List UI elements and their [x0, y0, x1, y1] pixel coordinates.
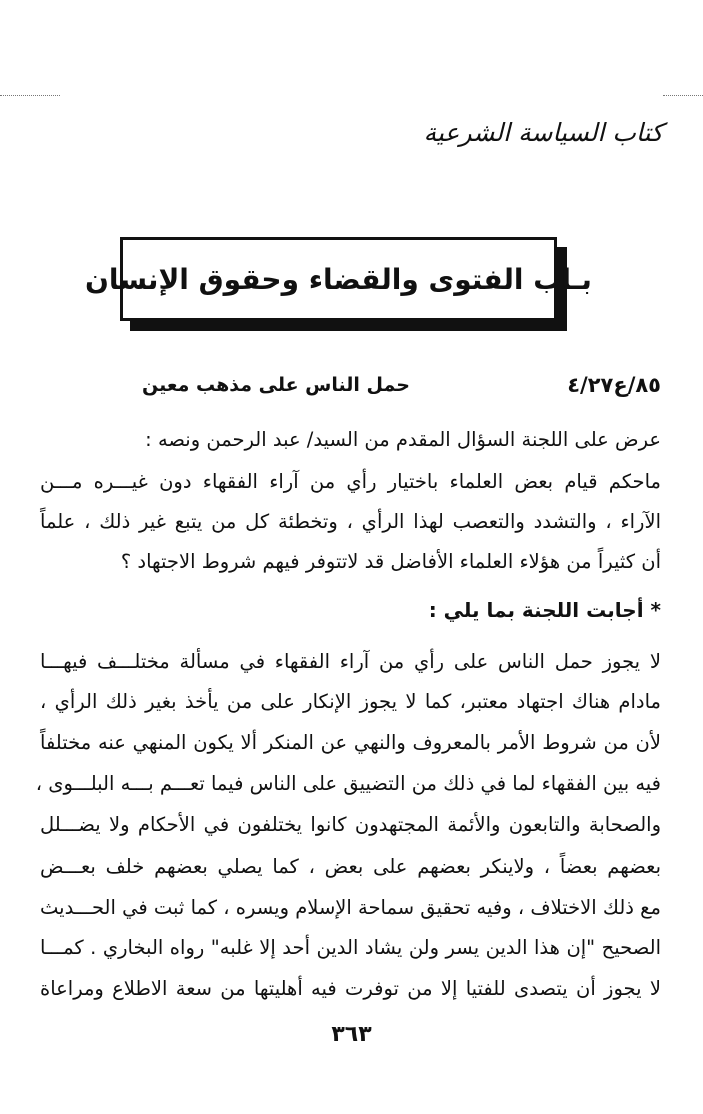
running-header: كتاب السياسة الشرعية — [423, 118, 663, 147]
answer-line: فيه بين الفقهاء لما في ذلك من التضييق على الناس فيما تعـــم بـــه البلـــوى ، — [35, 772, 661, 795]
page-number: ٣٦٣ — [331, 1022, 372, 1047]
fatwa-subject: حمل الناس على مذهب معين — [142, 374, 410, 396]
question-line: ماحكم قيام بعض العلماء باختيار رأي من آراء الفقهاء دون غيـــره مـــن — [40, 470, 661, 493]
question-line: أن كثيراً من هؤلاء العلماء الأفاضل قد لاتتوفر فيهم شروط الاجتهاد ؟ — [120, 550, 661, 573]
scan-edge-mark — [0, 95, 60, 96]
answer-line: لا يجوز أن يتصدى للفتيا إلا من توفرت فيه أهليتها من سعة الاطلاع ومراعاة — [40, 977, 661, 1000]
answer-line: والصحابة والتابعون والأئمة المجتهدون كانوا يختلفون في الأحكام ولا يضـــلل — [40, 813, 661, 836]
scan-edge-mark — [663, 95, 703, 96]
question-line: عرض على اللجنة السؤال المقدم من السيد/ عبد الرحمن ونصه : — [145, 428, 661, 451]
answer-line: بعضهم بعضاً ، ولاينكر بعضهم على بعض ، كما يصلي بعضهم خلف بعـــض — [40, 855, 661, 878]
fatwa-meta-row — [40, 368, 661, 402]
answer-line: لأن من شروط الأمر بالمعروف والنهي عن المنكر ألا يكون المنهي عنه مختلفاً — [40, 731, 661, 754]
answer-line: مع ذلك الاختلاف ، وفيه تحقيق سماحة الإسلام ويسره ، كما ثبت في الحـــديث — [40, 896, 661, 919]
answer-line: الصحيح "إن هذا الدين يسر ولن يشاد الدين أحد إلا غلبه" رواه البخاري . كمـــا — [40, 936, 661, 959]
answer-line: مادام هناك اجتهاد معتبر، كما لا يجوز الإنكار على من يأخذ بغير ذلك الرأي ، — [40, 690, 661, 713]
chapter-title-box — [85, 237, 592, 321]
chapter-title: بـاب الفتوى والقضاء وحقوق الإنسان — [85, 262, 592, 296]
answer-line: لا يجوز حمل الناس على رأي من آراء الفقهاء في مسألة مختلـــف فيهـــا — [40, 650, 661, 673]
question-line: الآراء ، والتشدد والتعصب لهذا الرأي ، وتخطئة كل من يتبع غير ذلك ، علماً — [40, 510, 661, 533]
answer-heading: * أجابت اللجنة بما يلي : — [428, 598, 661, 622]
reference-code: ٨٥/ع٤/٢٧ — [567, 373, 661, 397]
